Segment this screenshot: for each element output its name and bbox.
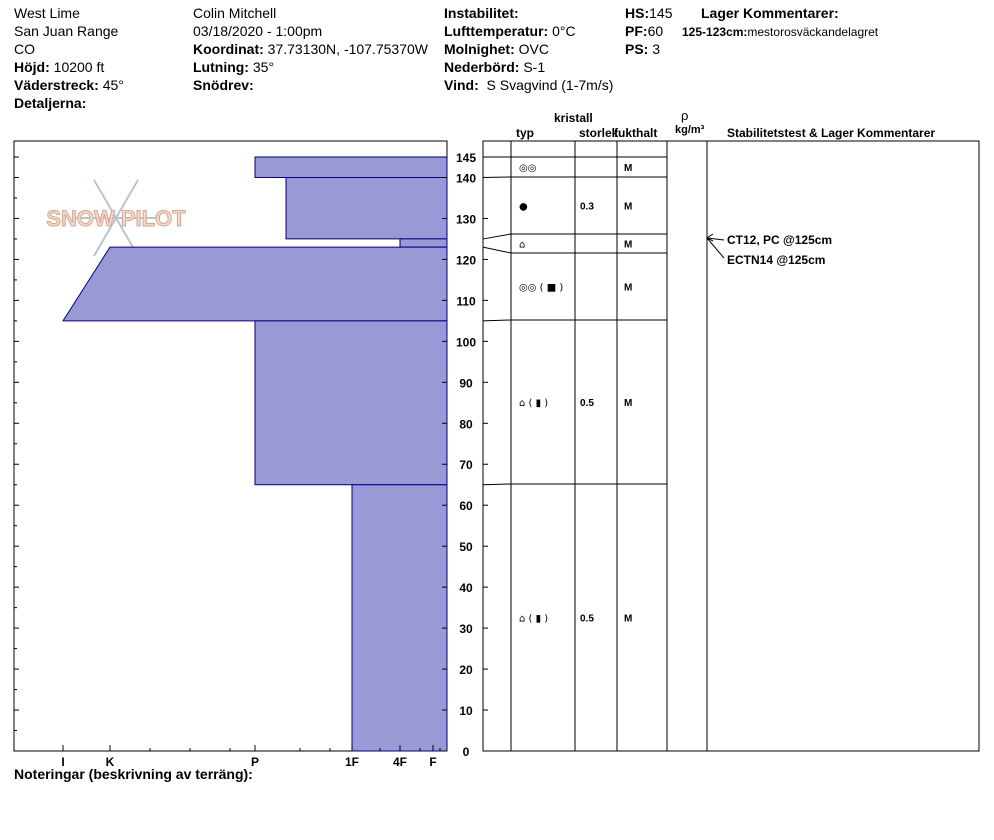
hs-label: HS: bbox=[625, 5, 650, 21]
airtemp-label: Lufttemperatur: bbox=[444, 23, 549, 39]
ps-value: 3 bbox=[652, 41, 661, 57]
hardness-label-P: P bbox=[250, 755, 260, 769]
hardness-label-4F: 4F bbox=[392, 755, 408, 769]
svg-text:SNOW PILOT: SNOW PILOT bbox=[46, 206, 186, 231]
col-crystal: kristall bbox=[554, 111, 593, 125]
depth-label-0: 0 bbox=[462, 745, 470, 759]
layer-comments-title: Lager Kommentarer: bbox=[701, 5, 839, 21]
depth-label-70: 70 bbox=[459, 458, 473, 473]
depth-label-100: 100 bbox=[455, 335, 477, 350]
hardness-bar-0 bbox=[255, 157, 447, 177]
moisture-2: M bbox=[624, 239, 633, 251]
grain-size-1: 0.3 bbox=[580, 201, 594, 213]
layer-comment-range: 125-123cm: bbox=[682, 25, 748, 39]
depth-label-145: 145 bbox=[455, 151, 477, 165]
hardness-bar-1 bbox=[286, 177, 447, 238]
test-2: ECTN14 @125cm bbox=[727, 253, 826, 267]
depth-label-10: 10 bbox=[459, 704, 473, 719]
grain-type-2: ⌂ bbox=[519, 239, 526, 251]
moisture-3: M bbox=[624, 282, 633, 294]
col-stability: Stabilitetstest & Lager Kommentarer bbox=[727, 126, 936, 140]
col-type: typ bbox=[516, 126, 534, 140]
pf-value: 60 bbox=[647, 23, 664, 39]
depth-label-90: 90 bbox=[459, 376, 473, 391]
col-rho: ρ bbox=[681, 108, 689, 123]
depth-label-140: 140 bbox=[455, 171, 477, 186]
grain-type-5: ⌂ ( ▮ ) bbox=[519, 613, 549, 625]
sky-value: OVC bbox=[518, 41, 549, 57]
col-size: storlek bbox=[579, 126, 619, 140]
observer: Colin Mitchell bbox=[193, 5, 277, 21]
drift-label: Snödrev: bbox=[193, 77, 254, 93]
moisture-4: M bbox=[624, 398, 633, 409]
hardness-bar-4 bbox=[255, 321, 447, 485]
layer-comment-text: mestorosväckandelagret bbox=[747, 25, 879, 39]
depth-label-60: 60 bbox=[459, 499, 473, 514]
grain-size-5: 0.5 bbox=[580, 613, 594, 625]
hardness-bar-3 bbox=[63, 247, 447, 321]
depth-label-50: 50 bbox=[459, 540, 473, 555]
moisture-5: M bbox=[624, 613, 633, 625]
hardness-label-I: I bbox=[61, 755, 65, 769]
moisture-1: M bbox=[624, 201, 633, 213]
airtemp-value: 0°C bbox=[552, 23, 576, 39]
datetime: 03/18/2020 - 1:00pm bbox=[193, 23, 323, 39]
depth-label-80: 80 bbox=[459, 417, 473, 432]
precip-label: Nederbörd: bbox=[444, 59, 520, 75]
depth-label-30: 30 bbox=[459, 622, 473, 637]
location: West Lime bbox=[14, 5, 80, 21]
hs-value: 145 bbox=[649, 5, 673, 21]
pf-label: PF: bbox=[625, 23, 648, 39]
grain-size-4: 0.5 bbox=[580, 398, 594, 409]
moisture-0: M bbox=[624, 163, 633, 174]
col-moisture: fukthalt bbox=[614, 126, 658, 140]
depth-label-130: 130 bbox=[455, 212, 477, 227]
aspect-label: Väderstreck: bbox=[14, 77, 99, 93]
elevation-label: Höjd: bbox=[14, 59, 50, 75]
hardness-label-K: K bbox=[105, 755, 115, 769]
precip-value: S-1 bbox=[523, 59, 546, 75]
state: CO bbox=[14, 41, 35, 57]
elevation-value: 10200 ft bbox=[53, 59, 105, 75]
ps-label: PS: bbox=[625, 41, 649, 57]
details-label: Detaljerna: bbox=[14, 95, 87, 111]
test-1: CT12, PC @125cm bbox=[727, 233, 833, 247]
hardness-label-1F: 1F bbox=[344, 755, 360, 769]
aspect-value: 45° bbox=[102, 77, 124, 93]
depth-label-40: 40 bbox=[459, 581, 473, 596]
col-density-unit: kg/m³ bbox=[675, 124, 705, 136]
sky-label: Molnighet: bbox=[444, 41, 515, 57]
depth-label-120: 120 bbox=[455, 253, 477, 268]
wind-label: Vind: bbox=[444, 77, 479, 93]
hardness-bar-2 bbox=[400, 239, 447, 247]
hardness-label-F: F bbox=[429, 755, 437, 769]
wind-value: S Svagvind (1-7m/s) bbox=[486, 77, 614, 93]
coord-label: Koordinat: bbox=[193, 41, 264, 57]
slope-label: Lutning: bbox=[193, 59, 249, 75]
instability-label: Instabilitet: bbox=[444, 5, 519, 21]
depth-label-110: 110 bbox=[456, 294, 476, 309]
slope-value: 35° bbox=[252, 59, 275, 75]
grain-type-0: ◎◎ bbox=[519, 163, 537, 174]
grain-type-3: ◎◎ ( ■ ) bbox=[519, 282, 564, 294]
grain-type-4: ⌂ ( ▮ ) bbox=[519, 398, 549, 409]
grain-type-1: ● bbox=[519, 201, 528, 213]
depth-label-20: 20 bbox=[459, 663, 473, 678]
coord-value: 37.73130N, -107.75370W bbox=[267, 41, 428, 57]
range: San Juan Range bbox=[14, 23, 119, 39]
notes-label: Noteringar (beskrivning av terräng): bbox=[14, 766, 253, 782]
hardness-bar-5 bbox=[352, 485, 447, 751]
